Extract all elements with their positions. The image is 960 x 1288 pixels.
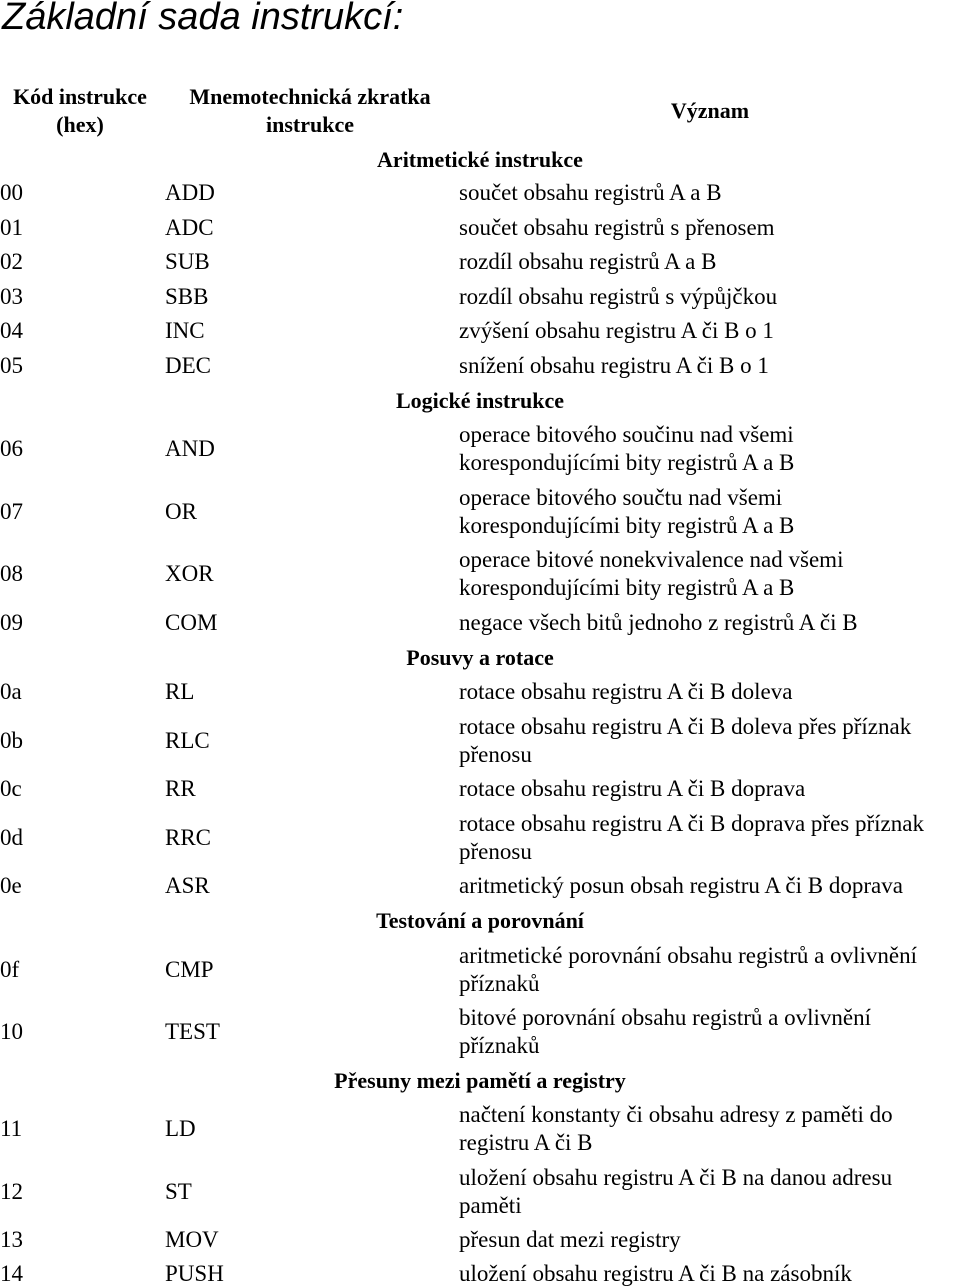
instruction-mnemonic: RLC [165, 728, 210, 753]
description-line: aritmetické porovnání obsahu registrů a ovlivnění [459, 943, 917, 968]
description-line: načtení konstanty či obsahu adresy z paměti do [459, 1102, 893, 1127]
header-mnemonic [160, 83, 460, 139]
instruction-description [459, 1101, 893, 1157]
description-line: rotace obsahu registru A či B doleva přes příznak [459, 714, 912, 739]
instruction-description [459, 484, 794, 540]
instruction-mnemonic: TEST [165, 1019, 220, 1044]
instruction-description [459, 775, 805, 803]
description-line: operace bitového součtu nad všemi [459, 485, 783, 510]
instruction-description [459, 179, 722, 207]
instruction-mnemonic: RR [165, 776, 196, 801]
description-line: registru A či B [459, 1130, 593, 1155]
instruction-mnemonic: RRC [165, 825, 212, 850]
instruction-mnemonic: ADD [165, 180, 215, 205]
instruction-mnemonic: RL [165, 679, 195, 704]
instruction-code: 06 [0, 436, 23, 461]
description-line: přenosu [459, 839, 532, 864]
instruction-description [459, 872, 903, 900]
instruction-description [459, 609, 858, 637]
description-line: bitové porovnání obsahu registrů a ovlivnění [459, 1005, 872, 1030]
instruction-mnemonic: COM [165, 610, 218, 635]
instruction-mnemonic: LD [165, 1116, 196, 1141]
instruction-code: 02 [0, 249, 23, 274]
instruction-description [459, 942, 917, 998]
instruction-code: 12 [0, 1179, 23, 1204]
section-arithmetic: Aritmetické instrukce [377, 147, 583, 172]
instruction-mnemonic: XOR [165, 561, 214, 586]
instruction-mnemonic: OR [165, 499, 197, 524]
instruction-description [459, 317, 774, 345]
instruction-description [459, 283, 777, 311]
description-line: zvýšení obsahu registru A či B o 1 [459, 318, 774, 343]
instruction-description [459, 352, 769, 380]
instruction-mnemonic: ST [165, 1179, 192, 1204]
description-line: rozdíl obsahu registrů s výpůjčkou [459, 284, 778, 309]
description-line: rotace obsahu registru A či B doleva [459, 679, 793, 704]
instruction-description [459, 248, 716, 276]
description-line: součet obsahu registrů s přenosem [459, 215, 775, 240]
description-line: rotace obsahu registru A či B doprava přes příznak [459, 811, 924, 836]
section-transfers: Přesuny mezi pamětí a registry [334, 1068, 626, 1093]
instruction-description [459, 678, 792, 706]
instruction-description [459, 1226, 681, 1254]
instruction-code: 03 [0, 284, 23, 309]
instruction-description [459, 1004, 871, 1060]
instruction-description [459, 810, 924, 866]
instruction-code: 08 [0, 561, 23, 586]
section-testing: Testování a porovnání [376, 908, 584, 933]
section-logic: Logické instrukce [395, 388, 565, 413]
description-line: negace všech bitů jednoho z registrů A či B [459, 610, 858, 635]
description-line: uložení obsahu registru A či B na zásobník [459, 1261, 852, 1286]
description-line: paměti [459, 1193, 522, 1218]
description-line: přesun dat mezi registry [459, 1227, 681, 1252]
instruction-description [459, 1164, 892, 1220]
description-line: operace bitového součinu nad všemi [459, 422, 794, 447]
header-code [0, 83, 160, 139]
description-line: aritmetický posun obsah registru A či B doprava [459, 873, 903, 898]
description-line: příznaků [459, 971, 540, 996]
instruction-mnemonic: ADC [165, 215, 214, 240]
instruction-description [459, 546, 843, 602]
instruction-code: 0f [0, 957, 20, 982]
page-title: Základní sada instrukcí: [2, 0, 404, 38]
instruction-code: 09 [0, 610, 23, 635]
description-line: rotace obsahu registru A či B doprava [459, 776, 806, 801]
header-mnemonic-line1: Mnemotechnická zkratka [189, 84, 431, 109]
instruction-mnemonic: CMP [165, 957, 214, 982]
instruction-mnemonic: DEC [165, 353, 211, 378]
header-mnemonic-line2: instrukce [266, 112, 354, 137]
instruction-description [459, 1260, 852, 1288]
description-line: přenosu [459, 742, 532, 767]
section-shifts: Posuvy a rotace [406, 645, 554, 670]
instruction-code: 0c [0, 776, 22, 801]
instruction-code: 0d [0, 825, 23, 850]
instruction-code: 13 [0, 1227, 23, 1252]
instruction-description [459, 713, 911, 769]
description-line: uložení obsahu registru A či B na danou adresu [459, 1165, 893, 1190]
instruction-code: 10 [0, 1019, 23, 1044]
instruction-description [459, 214, 775, 242]
description-line: rozdíl obsahu registrů A a B [459, 249, 717, 274]
instruction-mnemonic: PUSH [165, 1261, 224, 1286]
instruction-mnemonic: ASR [165, 873, 210, 898]
description-line: korespondujícími bity registrů A a B [459, 450, 795, 475]
description-line: operace bitové nonekvivalence nad všemi [459, 547, 844, 572]
header-meaning: Význam [670, 98, 750, 123]
instruction-code: 05 [0, 353, 23, 378]
instruction-mnemonic: SUB [165, 249, 210, 274]
description-line: součet obsahu registrů A a B [459, 180, 722, 205]
header-code-line2: (hex) [56, 112, 104, 137]
instruction-mnemonic: AND [165, 436, 215, 461]
description-line: korespondujícími bity registrů A a B [459, 513, 795, 538]
instruction-code: 0a [0, 679, 22, 704]
instruction-code: 00 [0, 180, 23, 205]
instruction-description [459, 421, 794, 477]
instruction-code: 01 [0, 215, 23, 240]
description-line: příznaků [459, 1033, 540, 1058]
instruction-code: 14 [0, 1261, 23, 1286]
instruction-code: 0e [0, 873, 22, 898]
instruction-mnemonic: SBB [165, 284, 209, 309]
instruction-code: 0b [0, 728, 23, 753]
description-line: snížení obsahu registru A či B o 1 [459, 353, 769, 378]
instruction-mnemonic: MOV [165, 1227, 219, 1252]
instruction-code: 11 [0, 1116, 23, 1141]
instruction-mnemonic: INC [165, 318, 205, 343]
instruction-code: 04 [0, 318, 23, 343]
description-line: korespondujícími bity registrů A a B [459, 575, 795, 600]
instruction-code: 07 [0, 499, 23, 524]
header-code-line1: Kód instrukce [13, 84, 147, 109]
